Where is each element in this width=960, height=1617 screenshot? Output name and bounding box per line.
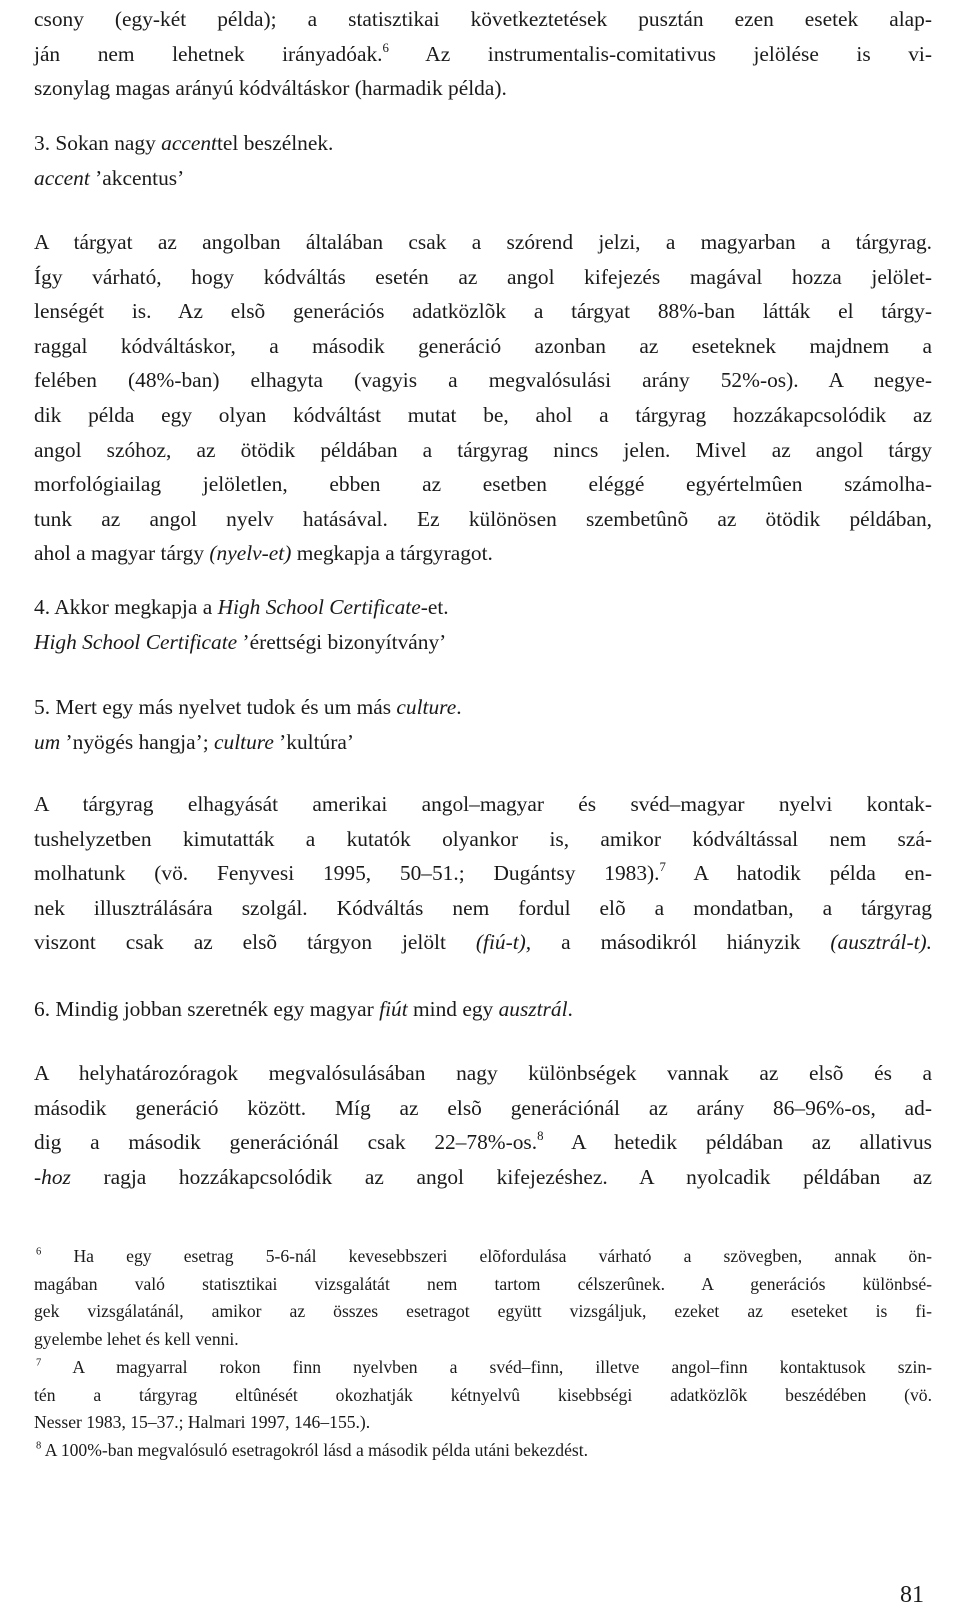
text-line: tunk az angol nyelv hatásával. Ez különösen szembetûnõ az ötödik példában, xyxy=(34,506,932,531)
footnote-ref-6[interactable]: 6 xyxy=(382,40,389,55)
text-line: ahol a magyar tárgy (nyelv-et) megkapja a tárgyragot. xyxy=(34,541,493,566)
text-line: viszont csak az elsõ tárgyon jelölt (fiú-t), a másodikról hiányzik (ausztrál-t). xyxy=(34,930,932,955)
text-line: dig a második generációnál csak 22–78%-os.$^8$ A hetedik példában az allativus xyxy=(34,1129,932,1155)
page-number: 81 xyxy=(900,1582,924,1608)
text-line: tén a tárgyrag eltûnését okozhatják kétnyelvû kisebbségi adatközlõk beszédében (vö. xyxy=(34,1384,932,1405)
example-sentence: 3. Sokan nagy accenttel beszélnek. xyxy=(34,131,334,155)
text-line: magában való statisztikai vizsgalátát nem tartom célszerûnek. A generációs különbsé- xyxy=(34,1273,932,1294)
example-gloss: um ’nyögés hangja’; culture ’kultúra’ xyxy=(34,729,354,754)
paragraph-object-drop xyxy=(34,787,932,960)
text-line: raggal kódváltáskor, a második generáció azonban az eseteknek majdnem a xyxy=(34,333,932,358)
footnotes xyxy=(34,1243,932,1465)
example-gloss: accent ’akcentus’ xyxy=(34,165,185,190)
text-line: -hoz ragja hozzákapcsolódik az angol kifejezéshez. A nyolcadik példában az xyxy=(34,1164,932,1189)
text-line: csony (egy-két példa); a statisztikai következtetések pusztán ezen esetek alap- xyxy=(34,7,932,31)
text-line: gek vizsgálatánál, amikor az összes esetragot együtt vizsgáljuk, ezeket az eseteket is fi- xyxy=(34,1301,932,1322)
text-line: A tárgyrag elhagyását amerikai angol–magyar és svéd–magyar nyelvi kontak- xyxy=(34,792,932,816)
text-line: Nesser 1983, 15–37.; Halmari 1997, 146–155.). xyxy=(34,1412,371,1433)
example-sentence: 4. Akkor megkapja a High School Certificate-et. xyxy=(34,595,449,619)
text-line: A tárgyat az angolban általában csak a szórend jelzi, a magyarban a tárgyrag. xyxy=(34,230,932,254)
example-4 xyxy=(34,590,932,659)
text-line: gyelembe lehet és kell venni. xyxy=(34,1329,239,1350)
example-sentence: 6. Mindig jobban szeretnék egy magyar fiút mind egy ausztrál. xyxy=(34,997,573,1021)
text-line: ján nem lehetnek irányadóak.$^6$ Az instrumentalis-comitativus jelölése is vi- xyxy=(34,40,932,66)
footnote-8: $^8$ A 100%-ban megvalósuló esetragokról lásd a második példa utáni bekezdést. xyxy=(36,1439,589,1460)
text-line: angol szóhoz, az ötödik példában a tárgyrag nincs jelen. Mivel az angol tárgy xyxy=(34,437,932,462)
footnote-7: $^7$ A magyarral rokon finn nyelvben a svéd–finn, illetve angol–finn kontaktusok szin- xyxy=(36,1356,932,1377)
text-line: szonylag magas arányú kódváltáskor (harmadik példa). xyxy=(34,76,507,101)
text-line: felében (48%-ban) elhagyta (vagyis a megvalósulási arány 52%-os). A negye- xyxy=(34,368,932,393)
footnote-ref-7[interactable]: 7 xyxy=(659,860,666,875)
text-line: A helyhatározóragok megvalósulásában nagy különbségek vannak az elsõ és a xyxy=(34,1061,932,1085)
text-line: nek illusztrálására szolgál. Kódváltás nem fordul elõ a mondatban, a tárgyrag xyxy=(34,895,932,920)
example-3 xyxy=(34,126,932,195)
top-paragraph xyxy=(34,2,932,106)
footnote-6: $^6$ Ha egy esetrag 5-6-nál kevesebbszeri elõfordulása várható a szövegben, annak ön- xyxy=(36,1246,932,1266)
text-line: Így várható, hogy kódváltás esetén az angol kifejezés magával hozza jelölet- xyxy=(34,264,932,289)
text-line: lenségét is. Az elsõ generációs adatközlõk a tárgyat 88%-ban látták el tárgy- xyxy=(34,299,932,324)
footnote-ref-8[interactable]: 8 xyxy=(537,1129,544,1144)
text-line: dik példa egy olyan kódváltást mutat be, ahol a tárgyrag hozzákapcsolódik az xyxy=(34,402,932,427)
example-gloss: High School Certificate ’érettségi bizonyítvány’ xyxy=(34,629,447,654)
example-sentence: 5. Mert egy más nyelvet tudok és um más culture. xyxy=(34,695,462,719)
text-line: második generáció között. Míg az elsõ generációnál az arány 86–96%-os, ad- xyxy=(34,1095,932,1120)
paragraph-object-marking xyxy=(34,225,932,571)
paragraph-locatives xyxy=(34,1056,932,1194)
text-line: molhatunk (vö. Fenyvesi 1995, 50–51.; Dugántsy 1983).$^7$ A hatodik példa en- xyxy=(34,860,932,886)
text-line: tushelyzetben kimutatták a kutatók olyankor is, amikor kódváltással nem szá- xyxy=(34,826,932,851)
example-5 xyxy=(34,690,932,759)
example-6 xyxy=(34,992,932,1027)
text-line: morfológiailag jelöletlen, ebben az esetben eléggé egyértelmûen számolha- xyxy=(34,472,932,497)
